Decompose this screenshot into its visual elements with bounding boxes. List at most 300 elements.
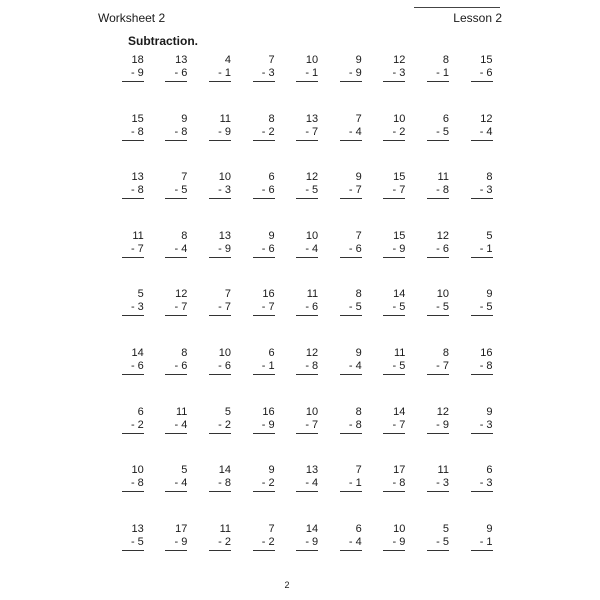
subtrahend: - 8 [471,360,493,375]
subtraction-problem [242,464,286,523]
minuend: 10 [305,405,319,418]
problem-stack [340,288,362,347]
subtrahend: - 7 [296,126,318,141]
minuend: 6 [137,405,144,418]
problem-stack [122,171,144,230]
problem-stack [253,406,275,465]
problem-stack [209,171,231,230]
subtraction-problem [198,288,242,347]
subtrahend: - 9 [383,243,405,258]
subtraction-problem [198,171,242,230]
problem-stack [253,54,275,113]
subtraction-problem [373,230,417,289]
problem-stack [165,230,187,289]
minuend: 9 [486,288,493,301]
minuend: 8 [355,288,362,301]
subtrahend: - 4 [340,360,362,375]
subtrahend: - 4 [340,536,362,551]
subtraction-problem [329,113,373,172]
subtraction-problem [198,464,242,523]
minuend: 8 [442,346,449,359]
problem-stack [253,171,275,230]
minuend: 15 [131,112,144,125]
subtraction-problem [373,523,417,582]
problem-stack [427,406,449,465]
subtrahend: - 5 [296,184,318,199]
subtrahend: - 3 [471,419,493,434]
subtrahend: - 7 [209,301,231,316]
problem-stack [383,464,405,523]
subtraction-problem [242,54,286,113]
problem-stack [471,113,493,172]
subtraction-problem [155,113,199,172]
subtraction-problem [416,171,460,230]
minuend: 4 [224,54,231,66]
subtrahend: - 9 [209,126,231,141]
problem-stack [122,523,144,582]
subtraction-problem [155,406,199,465]
subtrahend: - 2 [383,126,405,141]
minuend: 11 [219,112,231,125]
subtraction-problem [242,113,286,172]
minuend: 9 [181,112,188,125]
minuend: 9 [355,346,362,359]
subtrahend: - 9 [122,67,144,82]
minuend: 13 [305,112,319,125]
subtrahend: - 3 [383,67,405,82]
subtraction-problem [155,54,199,113]
minuend: 17 [393,464,406,477]
subtraction-problem [460,347,504,406]
problem-grid [111,54,503,581]
subtraction-problem [416,113,460,172]
subtrahend: - 7 [165,301,187,316]
subtrahend: - 1 [427,67,449,82]
problem-stack [296,464,318,523]
subtrahend: - 5 [471,301,493,316]
subtrahend: - 3 [471,477,493,492]
problem-stack [340,347,362,406]
lesson-label: Lesson 2 [453,11,502,25]
problem-stack [165,171,187,230]
minuend: 9 [355,54,362,66]
subtraction-problem [460,54,504,113]
minuend: 8 [355,405,362,418]
minuend: 15 [393,229,406,242]
problem-stack [296,288,318,347]
subtraction-problem [111,113,155,172]
problem-stack [471,54,493,113]
minuend: 7 [355,229,362,242]
problem-stack [122,54,144,113]
minuend: 9 [268,229,275,242]
problem-stack [427,171,449,230]
problem-stack [209,406,231,465]
minuend: 8 [181,346,188,359]
subtraction-problem [155,464,199,523]
problem-stack [427,464,449,523]
problem-stack [340,523,362,582]
problem-stack [383,113,405,172]
minuend: 5 [486,229,493,242]
subtrahend: - 6 [122,360,144,375]
problem-stack [383,288,405,347]
subtraction-problem [416,523,460,582]
subtrahend: - 2 [253,126,275,141]
minuend: 14 [305,522,319,535]
subtrahend: - 5 [427,126,449,141]
subtraction-problem [111,523,155,582]
subtrahend: - 5 [427,536,449,551]
subtraction-problem [111,54,155,113]
minuend: 10 [393,112,406,125]
minuend: 15 [480,54,493,66]
subtraction-problem [416,230,460,289]
subtraction-problem [416,406,460,465]
minuend: 9 [486,522,493,535]
minuend: 12 [393,54,406,66]
minuend: 5 [224,405,231,418]
subtraction-problem [329,288,373,347]
subtraction-problem [285,54,329,113]
subtraction-problem [329,406,373,465]
problem-stack [122,347,144,406]
subtrahend: - 7 [383,419,405,434]
subtrahend: - 1 [209,67,231,82]
problem-stack [296,54,318,113]
subtraction-problem [460,464,504,523]
problem-stack [427,54,449,113]
problem-stack [296,406,318,465]
minuend: 13 [305,464,319,477]
subtraction-problem [111,347,155,406]
minuend: 12 [305,346,319,359]
subtraction-problem [285,171,329,230]
problem-stack [209,230,231,289]
subtraction-problem [155,230,199,289]
subtrahend: - 2 [209,419,231,434]
minuend: 17 [175,522,188,535]
minuend: 11 [437,464,449,477]
minuend: 7 [355,112,362,125]
subtrahend: - 7 [383,184,405,199]
problem-stack [122,464,144,523]
minuend: 7 [181,171,188,184]
problem-stack [340,54,362,113]
subtraction-problem [155,171,199,230]
subtrahend: - 1 [340,477,362,492]
minuend: 14 [218,464,231,477]
subtrahend: - 4 [296,477,318,492]
subtraction-problem [416,347,460,406]
minuend: 10 [436,288,449,301]
subtraction-problem [242,523,286,582]
subtrahend: - 5 [383,301,405,316]
page-number: 2 [284,580,290,590]
minuend: 12 [480,112,493,125]
subtrahend: - 4 [340,126,362,141]
subtraction-problem [242,347,286,406]
minuend: 11 [393,346,406,359]
problem-stack [383,406,405,465]
problem-stack [209,347,231,406]
minuend: 11 [175,405,188,418]
subtraction-problem [373,347,417,406]
subtraction-problem [373,171,417,230]
subtrahend: - 5 [340,301,362,316]
subtraction-problem [460,288,504,347]
problem-stack [296,230,318,289]
subtraction-problem [285,523,329,582]
subtraction-problem [285,464,329,523]
problem-stack [340,230,362,289]
subtrahend: - 9 [209,243,231,258]
minuend: 9 [268,464,275,477]
minuend: 5 [137,288,144,301]
subtrahend: - 6 [209,360,231,375]
minuend: 8 [442,54,449,66]
subtraction-problem [111,406,155,465]
minuend: 16 [262,288,275,301]
subtrahend: - 5 [122,536,144,551]
subtrahend: - 6 [165,360,187,375]
subtraction-problem [416,464,460,523]
subtraction-problem [329,171,373,230]
problem-stack [296,347,318,406]
subtraction-problem [416,54,460,113]
subtraction-problem [329,523,373,582]
subtrahend: - 8 [122,184,144,199]
minuend: 8 [268,112,275,125]
problem-stack [209,113,231,172]
minuend: 7 [224,288,231,301]
subtraction-problem [111,464,155,523]
subtrahend: - 4 [165,419,187,434]
subtraction-problem [285,230,329,289]
minuend: 10 [305,54,319,66]
problem-stack [209,54,231,113]
subtraction-problem [155,347,199,406]
subtrahend: - 6 [340,243,362,258]
subtrahend: - 7 [253,301,275,316]
subtraction-problem [460,230,504,289]
problem-stack [165,113,187,172]
minuend: 14 [393,288,406,301]
subtraction-problem [285,288,329,347]
subtraction-problem [285,406,329,465]
minuend: 12 [436,229,449,242]
subtrahend: - 9 [383,536,405,551]
problem-stack [383,523,405,582]
minuend: 11 [306,288,319,301]
subtrahend: - 6 [253,243,275,258]
problem-stack [296,171,318,230]
minuend: 9 [355,171,362,184]
minuend: 15 [393,171,406,184]
subtrahend: - 8 [122,477,144,492]
problem-stack [165,347,187,406]
subtrahend: - 8 [296,360,318,375]
minuend: 6 [268,171,275,184]
subtraction-problem [329,464,373,523]
minuend: 10 [218,346,231,359]
subtraction-problem [373,54,417,113]
subtraction-problem [373,464,417,523]
subtrahend: - 2 [209,536,231,551]
problem-stack [165,54,187,113]
problem-stack [471,464,493,523]
subtraction-problem [242,406,286,465]
problem-stack [427,288,449,347]
subtraction-problem [198,406,242,465]
problem-stack [253,113,275,172]
subtraction-problem [329,347,373,406]
subtrahend: - 3 [209,184,231,199]
minuend: 10 [131,464,144,477]
problem-stack [340,464,362,523]
subtrahend: - 4 [165,243,187,258]
minuend: 5 [442,522,449,535]
minuend: 13 [218,229,231,242]
subtrahend: - 8 [122,126,144,141]
subtrahend: - 2 [122,419,144,434]
problem-stack [253,347,275,406]
minuend: 10 [393,522,406,535]
minuend: 10 [218,171,231,184]
subtrahend: - 6 [471,67,493,82]
subtrahend: - 7 [427,360,449,375]
problem-stack [340,406,362,465]
problem-stack [122,406,144,465]
problem-stack [253,230,275,289]
name-line [414,7,500,8]
minuend: 14 [131,346,144,359]
minuend: 7 [355,464,362,477]
subtrahend: - 8 [209,477,231,492]
subtraction-problem [155,288,199,347]
subtrahend: - 5 [165,184,187,199]
subtrahend: - 3 [253,67,275,82]
minuend: 12 [175,288,188,301]
problem-stack [209,288,231,347]
subtrahend: - 2 [253,477,275,492]
minuend: 8 [486,171,493,184]
subtraction-problem [198,113,242,172]
subtrahend: - 1 [471,243,493,258]
subtrahend: - 3 [122,301,144,316]
minuend: 10 [305,229,319,242]
subtrahend: - 9 [165,536,187,551]
minuend: 5 [181,464,188,477]
subtraction-problem [155,523,199,582]
minuend: 18 [131,54,144,66]
minuend: 12 [305,171,319,184]
minuend: 14 [393,405,406,418]
subtrahend: - 9 [296,536,318,551]
subtraction-problem [329,54,373,113]
problem-stack [165,523,187,582]
subtraction-problem [242,171,286,230]
minuend: 13 [131,171,144,184]
subtrahend: - 6 [253,184,275,199]
subtrahend: - 4 [165,477,187,492]
problem-stack [383,54,405,113]
problem-stack [340,171,362,230]
subtraction-problem [242,288,286,347]
subtraction-problem [373,113,417,172]
subtraction-problem [373,406,417,465]
minuend: 11 [132,229,144,242]
problem-stack [471,171,493,230]
problem-stack [253,464,275,523]
subtrahend: - 6 [427,243,449,258]
minuend: 13 [131,522,144,535]
minuend: 12 [436,405,449,418]
subtrahend: - 3 [427,477,449,492]
subtrahend: - 9 [427,419,449,434]
subtrahend: - 1 [471,536,493,551]
subtraction-problem [460,113,504,172]
instruction-heading: Subtraction. [128,34,199,48]
subtrahend: - 8 [427,184,449,199]
subtrahend: - 1 [253,360,275,375]
subtraction-problem [111,171,155,230]
subtraction-problem [329,230,373,289]
problem-stack [165,288,187,347]
problem-stack [296,113,318,172]
subtrahend: - 4 [296,243,318,258]
minuend: 6 [442,112,449,125]
problem-stack [471,288,493,347]
subtrahend: - 6 [296,301,318,316]
minuend: 6 [355,522,362,535]
problem-stack [471,406,493,465]
minuend: 6 [268,346,275,359]
subtrahend: - 9 [253,419,275,434]
problem-stack [427,347,449,406]
subtrahend: - 1 [296,67,318,82]
subtrahend: - 6 [165,67,187,82]
problem-stack [383,230,405,289]
subtraction-problem [111,230,155,289]
minuend: 11 [219,522,231,535]
subtraction-problem [285,113,329,172]
minuend: 16 [480,346,493,359]
subtraction-problem [373,288,417,347]
subtraction-problem [460,523,504,582]
problem-stack [427,523,449,582]
subtrahend: - 5 [427,301,449,316]
subtrahend: - 7 [340,184,362,199]
subtrahend: - 8 [340,419,362,434]
subtrahend: - 7 [122,243,144,258]
subtraction-problem [198,230,242,289]
subtraction-problem [198,347,242,406]
problem-stack [209,464,231,523]
subtraction-problem [460,406,504,465]
problem-stack [296,523,318,582]
problem-stack [122,113,144,172]
subtrahend: - 3 [471,184,493,199]
problem-stack [165,464,187,523]
subtrahend: - 2 [253,536,275,551]
problem-stack [253,288,275,347]
subtrahend: - 5 [383,360,405,375]
problem-stack [340,113,362,172]
minuend: 7 [268,54,275,66]
minuend: 7 [268,522,275,535]
minuend: 9 [486,405,493,418]
